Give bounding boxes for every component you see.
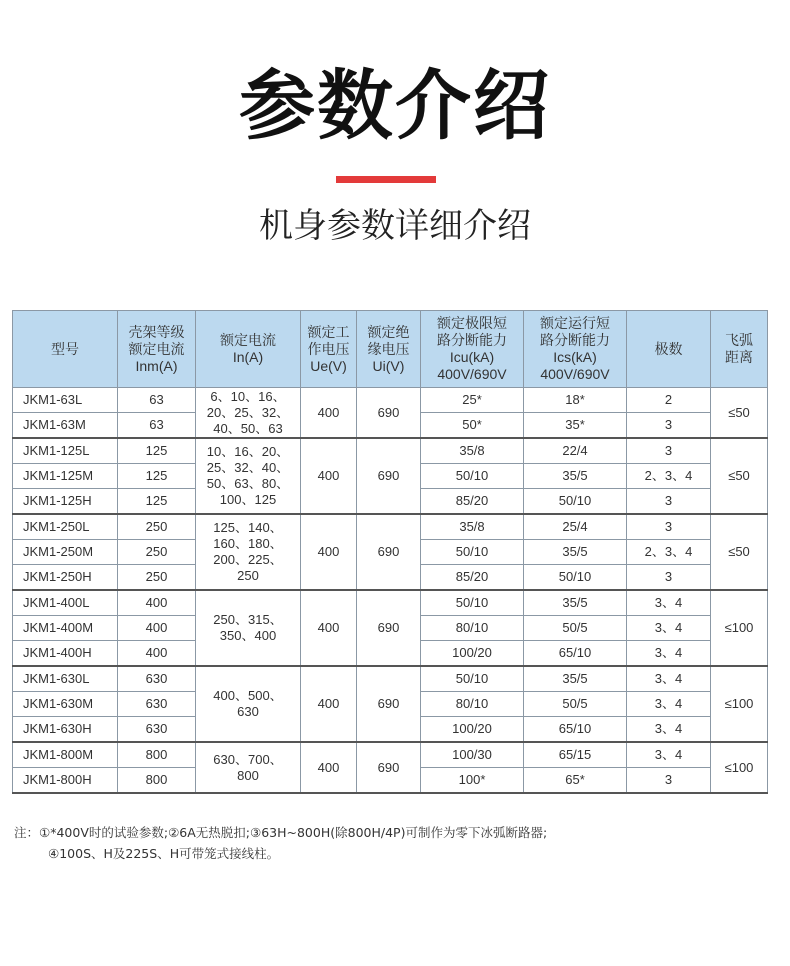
table-row: [13, 438, 768, 464]
cell-frame-current: 400: [118, 641, 196, 667]
cell-ics: 18*: [524, 388, 627, 413]
cell-poles: 3: [627, 768, 711, 794]
cell-frame-current: 63: [118, 413, 196, 439]
cell-icu: 100*: [421, 768, 524, 794]
cell-icu: 80/10: [421, 692, 524, 717]
table-row: [13, 666, 768, 692]
table-row: [13, 590, 768, 616]
cell-icu: 35/8: [421, 438, 524, 464]
cell-icu: 100/30: [421, 742, 524, 768]
cell-ue: 400: [301, 438, 357, 514]
cell-poles: 2、3、4: [627, 540, 711, 565]
cell-frame-current: 125: [118, 489, 196, 515]
cell-poles: 3: [627, 438, 711, 464]
cell-rated-current: 630、700、 800: [196, 742, 301, 793]
cell-ics: 50/5: [524, 692, 627, 717]
cell-poles: 2: [627, 388, 711, 413]
cell-poles: 3: [627, 413, 711, 439]
cell-icu: 50/10: [421, 540, 524, 565]
table-row: [13, 742, 768, 768]
cell-model: JKM1-400L: [13, 590, 118, 616]
header-ui: 额定绝 缘电压 Ui(V): [357, 311, 421, 388]
cell-ue: 400: [301, 388, 357, 439]
cell-rated-current: 250、315、 350、400: [196, 590, 301, 666]
header-arc-distance: 飞弧 距离: [711, 311, 768, 388]
cell-poles: 2、3、4: [627, 464, 711, 489]
cell-model: JKM1-63L: [13, 388, 118, 413]
cell-ics: 22/4: [524, 438, 627, 464]
cell-icu: 35/8: [421, 514, 524, 540]
table-body: [13, 388, 768, 794]
cell-model: JKM1-125H: [13, 489, 118, 515]
header-model: 型号: [13, 311, 118, 388]
cell-poles: 3、4: [627, 641, 711, 667]
cell-ui: 690: [357, 388, 421, 439]
cell-model: JKM1-400M: [13, 616, 118, 641]
cell-frame-current: 63: [118, 388, 196, 413]
cell-ics: 35/5: [524, 540, 627, 565]
cell-poles: 3: [627, 565, 711, 591]
cell-poles: 3、4: [627, 717, 711, 743]
cell-ics: 35/5: [524, 590, 627, 616]
cell-icu: 85/20: [421, 489, 524, 515]
cell-ics: 65/10: [524, 717, 627, 743]
header-icu: 额定极限短 路分断能力 Icu(kA) 400V/690V: [421, 311, 524, 388]
cell-poles: 3、4: [627, 692, 711, 717]
cell-ics: 50/10: [524, 565, 627, 591]
cell-frame-current: 125: [118, 464, 196, 489]
cell-arc-distance: ≤100: [711, 666, 768, 742]
footnote-line-2: ④100S、H及225S、H可带笼式接线柱。: [48, 846, 280, 861]
cell-frame-current: 400: [118, 616, 196, 641]
cell-poles: 3、4: [627, 590, 711, 616]
cell-model: JKM1-800M: [13, 742, 118, 768]
cell-model: JKM1-250H: [13, 565, 118, 591]
cell-arc-distance: ≤50: [711, 514, 768, 590]
cell-rated-current: 10、16、20、 25、32、40、 50、63、80、 100、125: [196, 438, 301, 514]
cell-ics: 50/10: [524, 489, 627, 515]
cell-ui: 690: [357, 438, 421, 514]
cell-frame-current: 630: [118, 717, 196, 743]
cell-model: JKM1-63M: [13, 413, 118, 439]
title-divider: [336, 176, 436, 183]
cell-frame-current: 800: [118, 768, 196, 794]
cell-ue: 400: [301, 590, 357, 666]
cell-icu: 85/20: [421, 565, 524, 591]
cell-rated-current: 400、500、 630: [196, 666, 301, 742]
cell-frame-current: 250: [118, 514, 196, 540]
cell-ue: 400: [301, 666, 357, 742]
cell-frame-current: 125: [118, 438, 196, 464]
cell-ui: 690: [357, 666, 421, 742]
cell-frame-current: 250: [118, 565, 196, 591]
cell-icu: 50/10: [421, 666, 524, 692]
cell-icu: 50/10: [421, 590, 524, 616]
cell-icu: 80/10: [421, 616, 524, 641]
cell-frame-current: 800: [118, 742, 196, 768]
cell-arc-distance: ≤50: [711, 438, 768, 514]
cell-model: JKM1-125M: [13, 464, 118, 489]
cell-ics: 65*: [524, 768, 627, 794]
cell-model: JKM1-250L: [13, 514, 118, 540]
table-row: [13, 388, 768, 413]
cell-icu: 50*: [421, 413, 524, 439]
cell-poles: 3: [627, 489, 711, 515]
cell-model: JKM1-800H: [13, 768, 118, 794]
header-ue: 额定工 作电压 Ue(V): [301, 311, 357, 388]
cell-arc-distance: ≤100: [711, 590, 768, 666]
cell-model: JKM1-630H: [13, 717, 118, 743]
page-subtitle: 机身参数详细介绍: [259, 206, 531, 246]
cell-model: JKM1-125L: [13, 438, 118, 464]
cell-ui: 690: [357, 514, 421, 590]
cell-ics: 35*: [524, 413, 627, 439]
header-frame-current: 壳架等级 额定电流 Inm(A): [118, 311, 196, 388]
page-title: 参数介绍: [239, 61, 551, 150]
cell-ics: 25/4: [524, 514, 627, 540]
cell-icu: 100/20: [421, 717, 524, 743]
cell-model: JKM1-400H: [13, 641, 118, 667]
cell-arc-distance: ≤50: [711, 388, 768, 439]
table-header-row: [13, 311, 768, 388]
cell-frame-current: 400: [118, 590, 196, 616]
cell-icu: 50/10: [421, 464, 524, 489]
header-ics: 额定运行短 路分断能力 Ics(kA) 400V/690V: [524, 311, 627, 388]
cell-model: JKM1-630L: [13, 666, 118, 692]
cell-frame-current: 250: [118, 540, 196, 565]
cell-poles: 3、4: [627, 666, 711, 692]
cell-arc-distance: ≤100: [711, 742, 768, 793]
cell-model: JKM1-630M: [13, 692, 118, 717]
cell-icu: 100/20: [421, 641, 524, 667]
cell-frame-current: 630: [118, 666, 196, 692]
cell-ue: 400: [301, 514, 357, 590]
cell-ui: 690: [357, 742, 421, 793]
header-rated-current: 额定电流 In(A): [196, 311, 301, 388]
cell-icu: 25*: [421, 388, 524, 413]
cell-poles: 3、4: [627, 616, 711, 641]
parameter-table: [12, 310, 768, 794]
cell-rated-current: 6、10、16、 20、25、32、 40、50、63: [196, 388, 301, 439]
cell-model: JKM1-250M: [13, 540, 118, 565]
cell-rated-current: 125、140、 160、180、 200、225、 250: [196, 514, 301, 590]
header-poles: 极数: [627, 311, 711, 388]
cell-poles: 3: [627, 514, 711, 540]
cell-ics: 35/5: [524, 464, 627, 489]
cell-ics: 35/5: [524, 666, 627, 692]
table-row: [13, 514, 768, 540]
cell-poles: 3、4: [627, 742, 711, 768]
footnote: [14, 822, 774, 864]
cell-ui: 690: [357, 590, 421, 666]
cell-frame-current: 630: [118, 692, 196, 717]
cell-ics: 50/5: [524, 616, 627, 641]
footnote-line-1: 注：①*400V时的试验参数;②6A无热脱扣;③63H~800H(除800H/4P)可制作为零下冰弧断路器;: [14, 825, 548, 840]
cell-ics: 65/10: [524, 641, 627, 667]
cell-ue: 400: [301, 742, 357, 793]
cell-ics: 65/15: [524, 742, 627, 768]
